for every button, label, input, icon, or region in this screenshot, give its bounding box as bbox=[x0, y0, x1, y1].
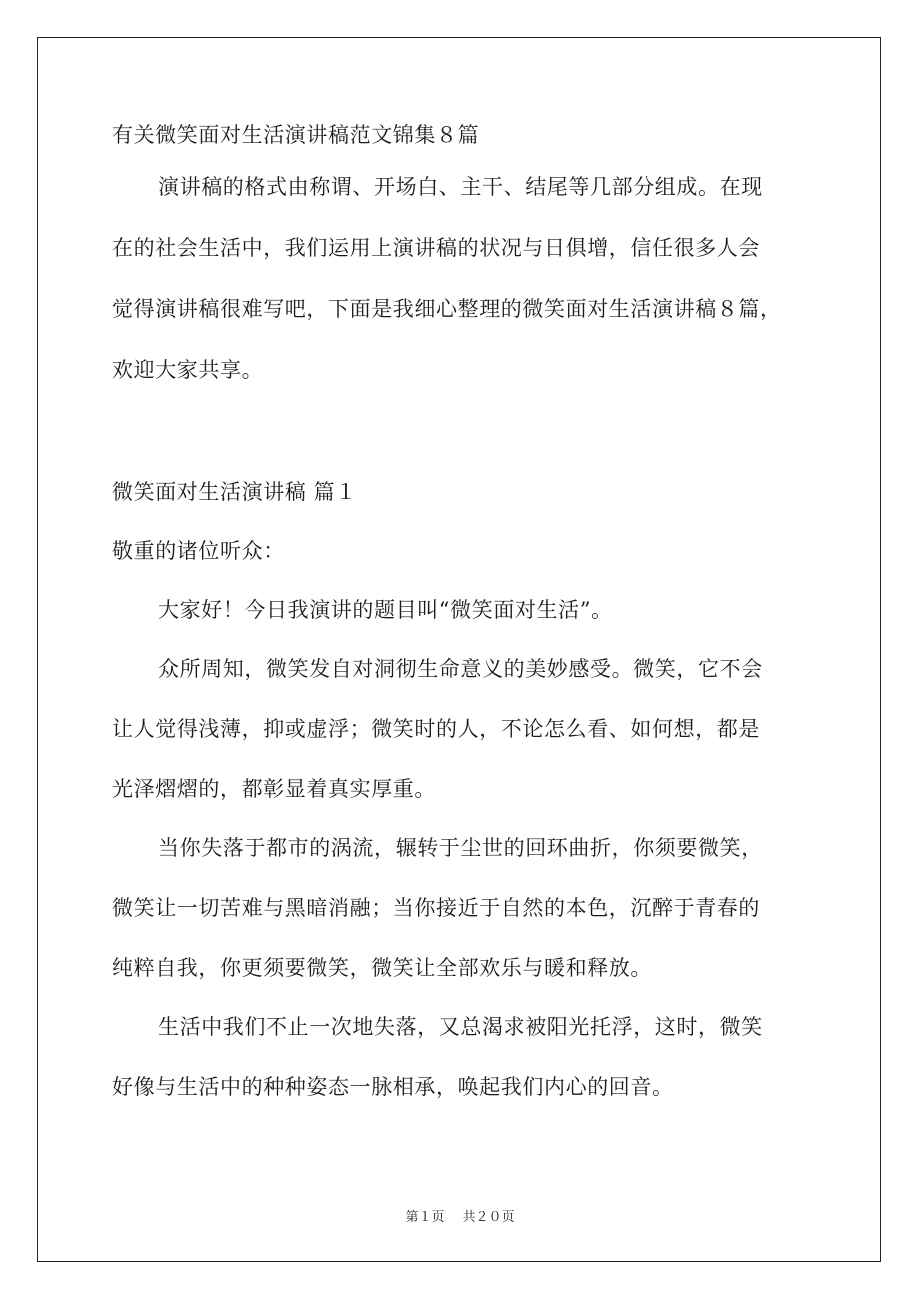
intro-line: 觉得演讲稿很难写吧，下面是我细心整理的微笑面对生活演讲稿８篇， bbox=[112, 297, 782, 321]
salutation: 敬重的诸位听众： bbox=[112, 539, 285, 563]
intro-paragraph bbox=[112, 172, 812, 385]
paragraph-line: 微笑让一切苦难与黑暗消融；当你接近于自然的本色，沉醉于青春的 bbox=[112, 896, 760, 920]
paragraph-line: 光泽熠熠的，都彰显着真实厚重。 bbox=[112, 777, 436, 801]
paragraph-line: 让人觉得浅薄，抑或虚浮；微笑时的人，不论怎么看、如何想，都是 bbox=[112, 717, 760, 741]
page-total: 共２０页 bbox=[462, 1210, 515, 1225]
section-heading: 微笑面对生活演讲稿 篇１ bbox=[112, 480, 357, 504]
page-footer bbox=[0, 1206, 920, 1225]
intro-line: 欢迎大家共享。 bbox=[112, 358, 264, 382]
paragraph-line: 众所周知，微笑发自对洞彻生命意义的美妙感受。微笑，它不会 bbox=[158, 657, 763, 681]
paragraph-line: 纯粹自我，你更须要微笑，微笑让全部欢乐与暖和释放。 bbox=[112, 956, 652, 980]
paragraph-line: 大家好！今日我演讲的题目叫“微笑面对生活”。 bbox=[158, 598, 613, 622]
document-title: 有关微笑面对生活演讲稿范文锦集８篇 bbox=[112, 123, 480, 147]
document-body bbox=[112, 120, 812, 1102]
paragraph-line: 生活中我们不止一次地失落，又总渴求被阳光托浮，这时，微笑 bbox=[158, 1015, 763, 1039]
paragraph-line: 当你失落于都市的涡流，辗转于尘世的回环曲折，你须要微笑， bbox=[158, 836, 763, 860]
intro-line: 演讲稿的格式由称谓、开场白、主干、结尾等几部分组成。在现 bbox=[158, 175, 763, 199]
page-number: 第１页 bbox=[405, 1210, 445, 1225]
intro-line: 在的社会生活中，我们运用上演讲稿的状况与日俱增，信任很多人会 bbox=[112, 236, 760, 260]
paragraph-line: 好像与生活中的种种姿态一脉相承，唤起我们内心的回音。 bbox=[112, 1075, 674, 1099]
